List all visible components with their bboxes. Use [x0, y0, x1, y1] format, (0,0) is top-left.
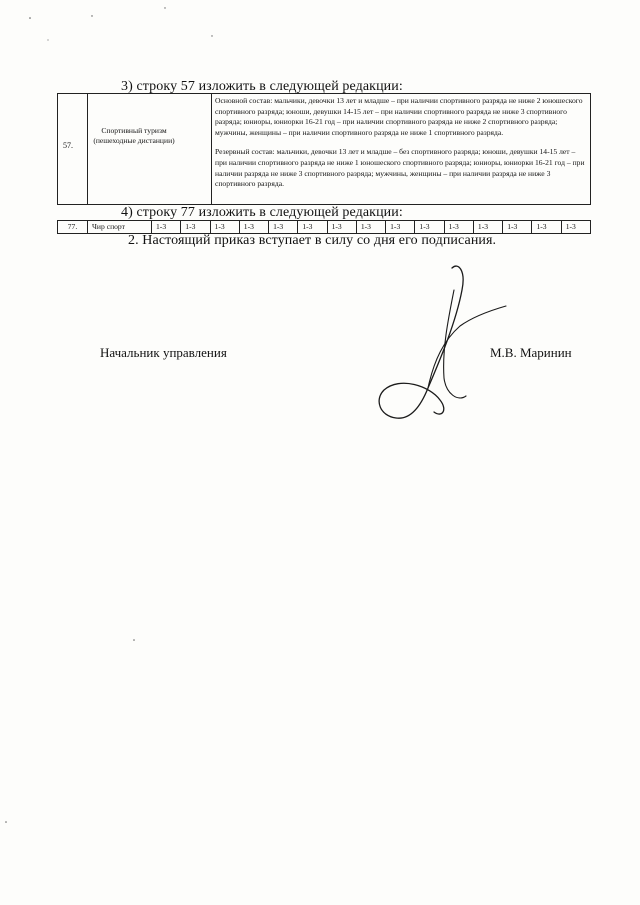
main-team-requirements: Основной состав: мальчики, девочки 13 лет и младше – при наличии спортивного разряда не ниже 2 юношеского спортивного разряда; юноши, девушки 14-15 лет – при наличии спортивного разряда не ниже 3 спортивного разряда; юниоры, юниорки 16-21 год – при наличии спортивного разряда не ниже 2 спортивного разряда; мужчины, женщины – при наличии спортивного разряда не ниже 1 спортивного разряда. — [215, 96, 583, 137]
value-cell: 1-3 — [298, 221, 327, 233]
requirements-cell — [215, 96, 587, 190]
effective-date-clause: 2. Настоящий приказ вступает в силу со дня его подписания. — [128, 233, 497, 248]
value-cell: 1-3 — [152, 221, 181, 233]
item-4-heading: 4) строку 77 изложить в следующей редакции: — [121, 205, 403, 220]
value-cell: 1-3 — [474, 221, 503, 233]
row-number: 77. — [58, 221, 88, 233]
value-cell: 1-3 — [328, 221, 357, 233]
row-number: 57. — [63, 141, 73, 150]
value-cell: 1-3 — [181, 221, 210, 233]
value-cell: 1-3 — [415, 221, 444, 233]
sport-name: Спортивный туризм (пешеходные дистанции) — [93, 126, 175, 146]
item-3-heading: 3) строку 57 изложить в следующей редакции: — [121, 79, 403, 94]
value-cell: 1-3 — [240, 221, 269, 233]
table-row-57 — [57, 93, 591, 205]
reserve-team-requirements: Резервный состав: мальчики, девочки 13 лет и младше – без спортивного разряда; юноши, девушки 14-15 лет – при наличии спортивного разряда не ниже 1 юношеского спортивного разряда; юниоры, юниорки 16-21 год – при наличии разряда не ниже 3 спортивного разряда; мужчины, женщины – при наличии разряда не ниже 3 спортивного разряда. — [215, 147, 585, 189]
value-cell: 1-3 — [386, 221, 415, 233]
value-cell: 1-3 — [532, 221, 561, 233]
value-cell: 1-3 — [503, 221, 532, 233]
value-cell: 1-3 — [269, 221, 298, 233]
signatory-position: Начальник управления — [100, 345, 227, 360]
value-cell: 1-3 — [211, 221, 240, 233]
sport-name-cell — [88, 94, 212, 204]
signatory-name: М.В. Маринин — [490, 345, 572, 360]
table-row-77 — [57, 220, 591, 234]
value-cell: 1-3 — [445, 221, 474, 233]
sport-name: Чир спорт — [88, 221, 152, 233]
handwritten-signature — [370, 260, 510, 430]
value-cell: 1-3 — [565, 222, 576, 231]
value-cell: 1-3 — [357, 221, 386, 233]
